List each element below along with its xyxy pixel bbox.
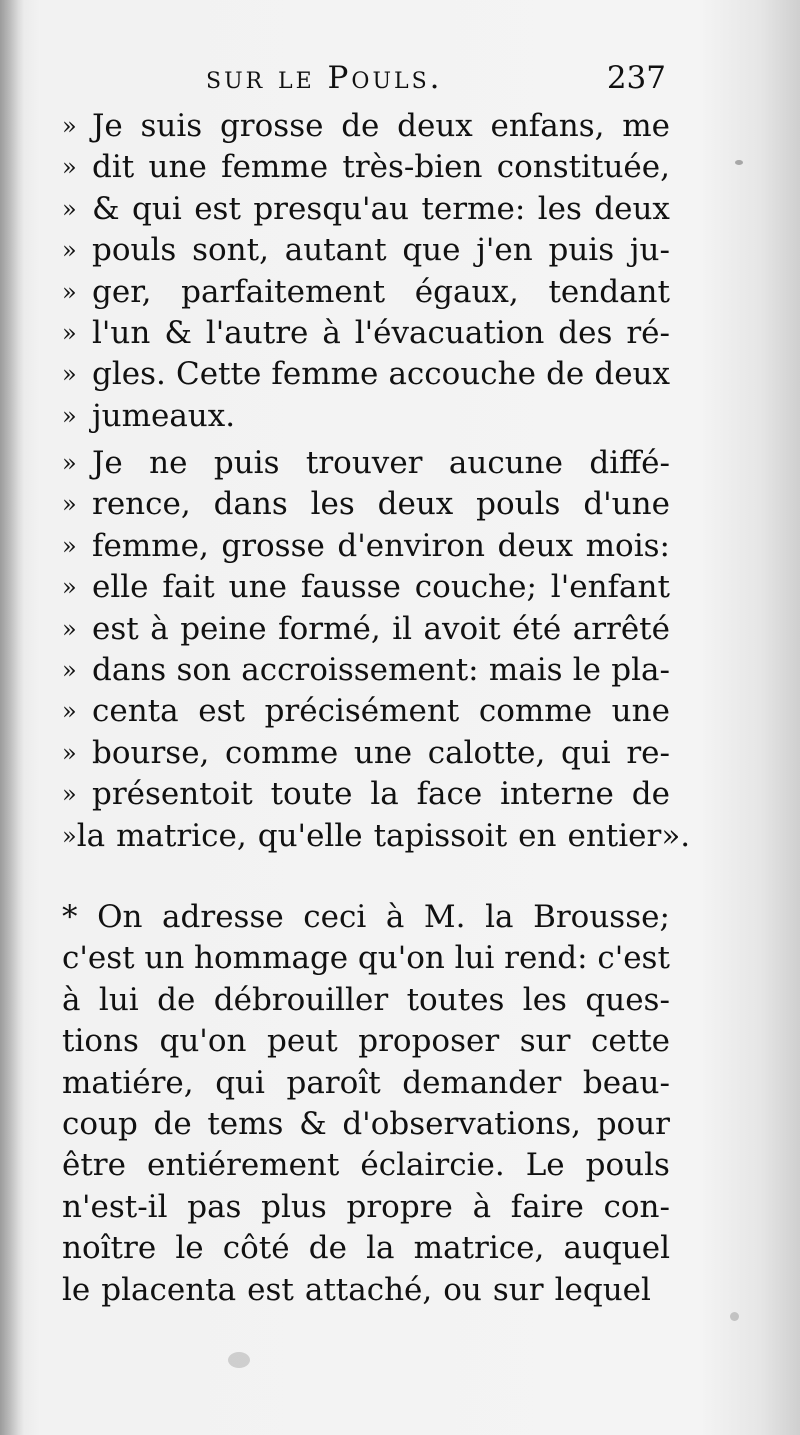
word: est (247, 1271, 294, 1308)
text-line (62, 650, 670, 691)
word: lui (454, 940, 495, 977)
word: à (472, 1188, 492, 1225)
line-text (92, 272, 670, 313)
word: formé, (278, 610, 381, 647)
line-text (92, 567, 670, 608)
word: n'est-il (62, 1188, 168, 1225)
word: le (572, 651, 602, 688)
word: le (62, 1271, 91, 1308)
word: trouver (305, 445, 423, 481)
word: comme (478, 693, 593, 730)
word: Je (92, 445, 123, 481)
word: Brousse; (533, 899, 670, 935)
word: rend: (504, 940, 588, 977)
word: les (522, 981, 567, 1018)
word: dans (92, 651, 167, 688)
word: une (228, 569, 287, 606)
word: de (153, 1105, 192, 1142)
word: & (299, 1105, 327, 1142)
word: pour (596, 1105, 670, 1142)
text-line (62, 567, 670, 608)
word: deux (497, 527, 574, 564)
word: enfans, (490, 108, 605, 144)
word: une (611, 693, 670, 730)
word: éclaircie. (360, 1147, 505, 1184)
line-text (92, 526, 670, 567)
word: femme (271, 356, 379, 393)
text-line (62, 230, 670, 271)
word: peut (267, 1023, 338, 1060)
line-text (92, 774, 670, 815)
word: été (512, 610, 562, 647)
text-line (62, 272, 670, 313)
line-text (92, 230, 670, 271)
word: terme: (421, 190, 526, 227)
word: entier». (567, 817, 691, 854)
word: en (518, 817, 557, 854)
text-line (62, 609, 670, 650)
word: j'en (476, 232, 533, 269)
word: dit (92, 149, 135, 186)
word: deux (377, 486, 454, 523)
word: qu'elle (257, 817, 363, 854)
word: être (62, 1147, 126, 1184)
word: ger, (92, 273, 152, 310)
word: pla- (611, 651, 670, 688)
text-line (62, 733, 670, 774)
word: d'une (583, 486, 670, 523)
quote-mark: » (62, 780, 77, 809)
text-line (62, 396, 670, 437)
text-line (62, 484, 670, 525)
word: calotte, (427, 734, 546, 771)
word: demander (402, 1064, 562, 1101)
word: noître (62, 1230, 157, 1267)
word: placenta (101, 1271, 237, 1308)
word: matiére, (62, 1064, 194, 1101)
print-speck (730, 1312, 739, 1321)
word: grosse (219, 108, 324, 144)
word: & (92, 190, 120, 227)
line-text (92, 396, 670, 437)
word: centa (92, 693, 179, 730)
word: qu'on (357, 940, 445, 977)
text-line (62, 1187, 670, 1228)
quote-mark: » (62, 194, 77, 223)
quote-mark: » (62, 697, 77, 726)
word: fait (162, 569, 215, 606)
word: puis (548, 232, 615, 269)
text-line (62, 443, 670, 484)
word: il (392, 610, 413, 647)
line-text (92, 733, 670, 774)
word: sont, (192, 232, 269, 269)
word: de (546, 356, 585, 393)
word: Cette (175, 356, 262, 393)
line-text (92, 609, 670, 650)
word: parfaitement (181, 273, 386, 310)
line-text (77, 816, 701, 857)
word: égaux, (414, 273, 519, 310)
word: l'autre (205, 314, 309, 351)
word: suis (140, 108, 203, 144)
word: & (164, 314, 192, 351)
quote-mark: » (62, 614, 77, 643)
quote-mark: » (62, 490, 77, 519)
word: pouls (585, 1147, 670, 1184)
word: rence, (92, 486, 191, 523)
word: l'enfant (550, 569, 670, 606)
quote-mark: » (62, 153, 77, 182)
word: Je (92, 108, 123, 144)
quote-mark: » (62, 277, 77, 306)
word: ne (149, 445, 188, 481)
word: jumeaux. (92, 397, 236, 434)
word: accouche (388, 356, 536, 393)
word: lequel (554, 1271, 651, 1308)
word: proposer (358, 1023, 500, 1060)
word: M. (423, 899, 466, 935)
word: mais (488, 651, 563, 688)
word: comme (225, 734, 339, 771)
word: à (150, 610, 169, 647)
text-line (62, 1228, 670, 1269)
word: interne (500, 776, 614, 813)
word: propre (346, 1188, 453, 1225)
word: de (157, 981, 196, 1018)
word: pas (187, 1188, 242, 1225)
text-line (62, 1021, 670, 1062)
text-line (62, 526, 670, 567)
word: cette (591, 1023, 670, 1060)
text-line (62, 106, 670, 147)
word: attaché, (304, 1271, 433, 1308)
word: avoit (423, 610, 501, 647)
word: pouls (92, 232, 177, 269)
line-text (92, 443, 670, 484)
word: plus (261, 1188, 327, 1225)
word: que (402, 232, 461, 269)
word: un (144, 940, 185, 977)
word: elle (92, 569, 149, 606)
quote-mark: » (62, 318, 77, 347)
word: deux (594, 190, 670, 227)
word: ceci (303, 899, 367, 935)
line-text (92, 147, 670, 188)
word: entiérement (146, 1147, 340, 1184)
word: les (537, 190, 582, 227)
word: sur (519, 1023, 571, 1060)
word: les (310, 486, 355, 523)
word: hommage (194, 940, 349, 977)
word: toute (270, 776, 353, 813)
word: beau- (582, 1064, 670, 1101)
text-line (62, 313, 670, 354)
line-text (92, 106, 670, 147)
word: qui (215, 1064, 265, 1101)
word: puis (213, 445, 280, 481)
word: une (353, 734, 413, 771)
text-line (62, 774, 670, 815)
word: la (485, 899, 514, 935)
word: re- (626, 734, 670, 771)
word: On (97, 899, 143, 935)
word: gles. (92, 356, 166, 393)
word: tapissoit (373, 817, 508, 854)
text-line (62, 354, 670, 395)
word: présentoit (92, 776, 253, 813)
print-speck (228, 1352, 250, 1368)
quote-mark: » (62, 360, 77, 389)
word: côté (222, 1230, 290, 1267)
word: fausse (300, 569, 401, 606)
word: Le (525, 1147, 565, 1184)
word: l'évacuation (354, 314, 545, 351)
word: paroît (286, 1064, 381, 1101)
word: bourse, (92, 734, 210, 771)
word: matrice, (116, 817, 247, 854)
word: faire (510, 1188, 584, 1225)
quote-mark: » (62, 236, 77, 265)
quote-mark: » (62, 401, 77, 430)
quote-mark: » (62, 821, 77, 850)
word: ou (443, 1271, 482, 1308)
word: des (558, 314, 613, 351)
word: deux (594, 356, 670, 393)
word: lui (98, 981, 139, 1018)
paragraph-3 (62, 897, 670, 1311)
word: c'est (597, 940, 670, 977)
word: la (370, 776, 399, 813)
word: de (308, 1230, 347, 1267)
text-line (62, 980, 670, 1021)
word: me (622, 108, 670, 144)
word: une (148, 149, 207, 186)
word: la (366, 1230, 395, 1267)
word: le (175, 1230, 204, 1267)
word: ré- (626, 314, 670, 351)
word: arrêté (572, 610, 670, 647)
word: accroissement: (241, 651, 479, 688)
text-line (62, 1270, 670, 1311)
text-line (62, 816, 691, 857)
quote-mark: » (62, 112, 77, 140)
word: auquel (563, 1230, 670, 1267)
word: à (385, 899, 405, 935)
text-line (62, 938, 670, 979)
word: d'observations, (342, 1105, 582, 1142)
word: débrouiller (213, 981, 389, 1018)
spine-shadow (0, 0, 24, 1435)
word: coup (62, 1105, 138, 1142)
word: précisément (264, 693, 460, 730)
text-line (62, 691, 670, 732)
word: l'un (92, 314, 151, 351)
word: face (416, 776, 483, 813)
quote-mark: » (62, 531, 77, 560)
word: grosse (221, 527, 325, 564)
word: est (198, 693, 245, 730)
word: peine (180, 610, 267, 647)
word: sur (492, 1271, 544, 1308)
text-line (62, 147, 670, 188)
running-title: sur le Pouls. (206, 60, 443, 96)
line-text (92, 650, 670, 691)
word: est (194, 190, 241, 227)
word: de (631, 776, 670, 813)
quote-mark: » (62, 655, 77, 684)
word: femme, (92, 527, 209, 564)
line-text (92, 313, 670, 354)
word: très-bien (342, 149, 483, 186)
word: dans (213, 486, 288, 523)
word: tendant (548, 273, 670, 310)
word: qui (560, 734, 611, 771)
paragraph-1 (62, 106, 670, 437)
word: matrice, (413, 1230, 545, 1267)
print-speck (735, 160, 743, 165)
word: tems (207, 1105, 284, 1142)
word: presqu'au (253, 190, 410, 227)
word: ques- (585, 981, 670, 1018)
line-text (92, 189, 670, 230)
word: qui (132, 190, 182, 227)
text-line (62, 1063, 670, 1104)
word: autant (284, 232, 387, 269)
word: qu'on (159, 1023, 247, 1060)
word: la (76, 817, 106, 854)
word: adresse (162, 899, 284, 935)
word: couche; (414, 569, 537, 606)
text-line (62, 897, 670, 938)
word: c'est (62, 940, 135, 977)
word: d'environ (337, 527, 485, 564)
word: tions (62, 1023, 139, 1060)
page-number: 237 (606, 60, 666, 96)
word: * (62, 899, 78, 935)
word: à (62, 981, 81, 1018)
text-line (62, 1145, 670, 1186)
quote-mark: » (62, 738, 77, 767)
text-line (62, 189, 670, 230)
word: pouls (476, 486, 561, 523)
word: à (322, 314, 341, 351)
word: diffé- (589, 445, 670, 481)
paragraph-2 (62, 443, 691, 857)
quote-mark: » (62, 573, 77, 602)
word: de (341, 108, 380, 144)
quote-mark: » (62, 449, 77, 477)
word: con- (603, 1188, 670, 1225)
page-header (90, 58, 670, 102)
word: son (176, 651, 231, 688)
line-text (92, 484, 670, 525)
word: femme (221, 149, 329, 186)
word: est (92, 610, 139, 647)
text-line (62, 1104, 670, 1145)
line-text (92, 354, 670, 395)
line-text (92, 691, 670, 732)
word: mois: (585, 527, 670, 564)
word: aucune (448, 445, 563, 481)
word: deux (397, 108, 473, 144)
word: ju- (629, 232, 670, 269)
word: constituée, (496, 149, 670, 186)
word: toutes (406, 981, 505, 1018)
